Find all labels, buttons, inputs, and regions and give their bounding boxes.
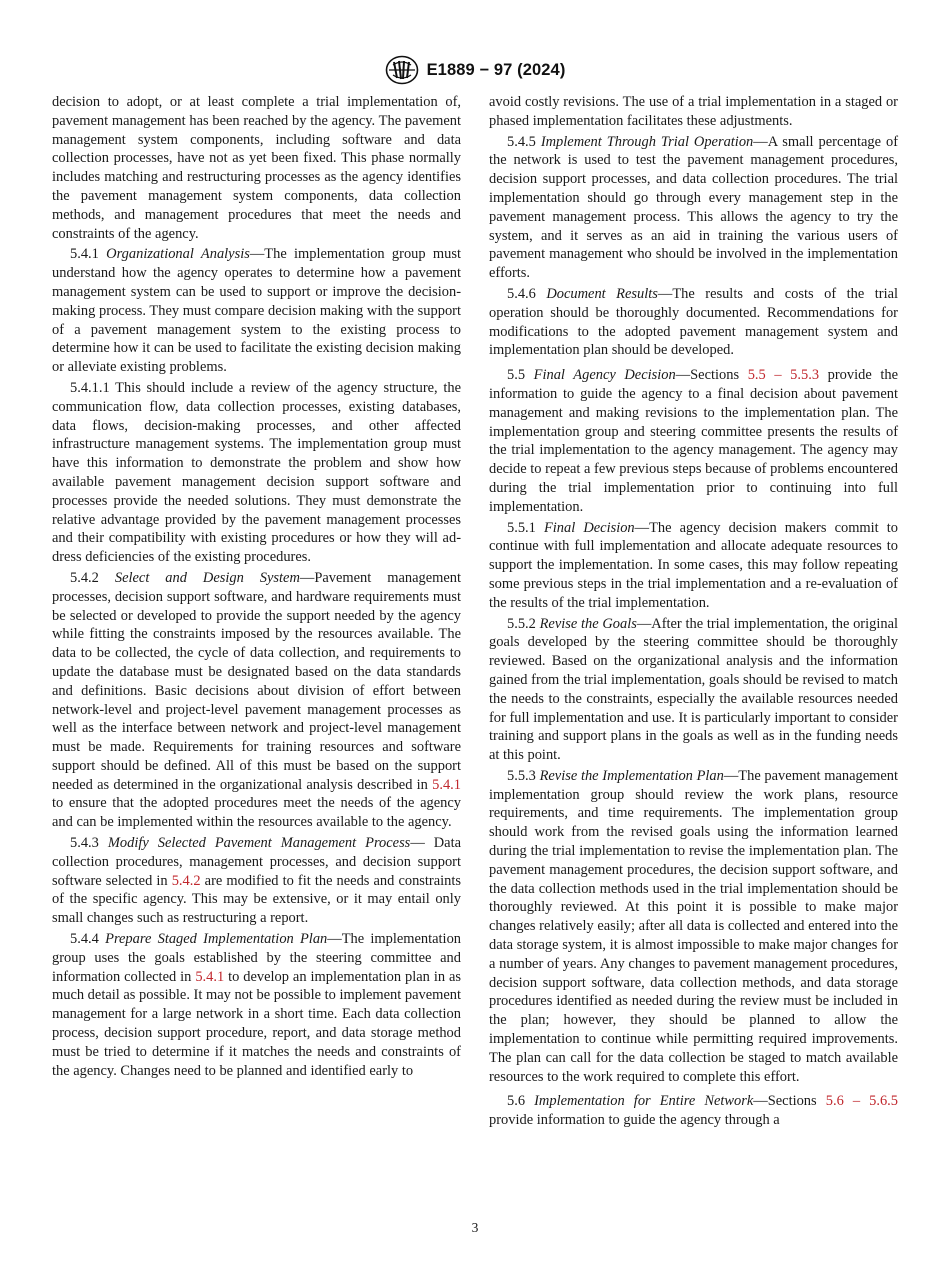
page-number: 3 — [471, 1220, 479, 1235]
cross-reference-link[interactable]: 5.4.1 — [195, 968, 225, 985]
section-5-4-2: 5.4.2 Select and Design System—Pavement management processes, decision support software, and hardware requirements must be selected or developed to provide the support needed by the agency while fitting the constraints imposed by the resources available. The data to be collected, the cycle of data collection, and requirements to update the database must be designated based on the data standards and definitions. Basic decisions about division of effort between network-level and project-level pavement management processes as well as the interface between network and project-level management must be made. Requirements for training resources and software support should be defined. All of this must be based on the support needed as determined in the organizational analysis described in 5.4.1 to ensure that the adopted procedures meet the needs of the agency and can be implemented within the resources available to the agency. — [52, 569, 461, 831]
section-title: Modify Selected Pavement Management Process — [107, 835, 411, 852]
right-column — [489, 93, 898, 1132]
cross-reference-link[interactable]: 5.4.2 — [171, 872, 201, 889]
section-title: Prepare Staged Implementation Plan — [105, 931, 328, 948]
section-5-6: 5.6 Implementation for Entire Network—Sections 5.6 – 5.6.5 provide information to guide the agency through a — [489, 1093, 899, 1129]
cross-reference-link[interactable]: 5.6 – 5.6.5 — [825, 1093, 899, 1110]
paragraph-continuation: avoid costly revisions. The use of a trial implementation in a staged or phased implementation facilitates these adjustments. — [489, 94, 898, 129]
section-title: Revise the Goals — [539, 615, 637, 632]
section-5-4-3: 5.4.3 Modify Selected Pavement Management Process— Data collection procedures, management processes, and decision support software selected in 5.4.2 are modified to fit the needs and constraints of the specific agency. This may be extensive, or it may entail only small changes such as restructuring a report. — [52, 835, 462, 927]
section-5-5-2: 5.5.2 Revise the Goals—After the trial implementation, the original goals developed by the steering committee should be thoroughly reviewed. Based on the organizational analysis and the information gained from the trial implementation, goals should be revised to match the needs to the constraints, especially the available resources needed for full implementation and use. It is particularly important to consider training and support plans in the goals as well as in the funding needs at this point. — [489, 615, 898, 764]
section-5-5: 5.5 Final Agency Decision—Sections 5.5 – 5.5.3 provide the information to guide the agency to a final decision about pavement management and making revisions to the implementation plan. The implementation group and steering committee presents the results of the trial implementation to the agency management. The agency may decide to repeat a few previous steps because of problems encountered during the trial implementation prior to continuing into full implementation. — [489, 367, 899, 515]
section-title: Revise the Implementation Plan — [539, 767, 724, 784]
cross-reference-link[interactable]: 5.5 – 5.5.3 — [747, 367, 820, 384]
section-title: Select and Design System — [114, 569, 300, 586]
section-5-4-1-1: 5.4.1.1 This should include a review of the agency structure, the communication flow, data collection processes, existing databases, data flows, decision-making processes, and other affected infrastructure management systems. The implementation group must have this information to demonstrate the problem and show how available pavement management decision support software and processes provide the needed solutions. They must demonstrate the relative advantage provided by the pavement management processes and their compatibility with existing procedures or how they will address deficiencies of the existing procedures. — [52, 379, 461, 566]
section-title: Final Decision — [543, 519, 635, 536]
document-designation: E1889 − 97 (2024) — [426, 60, 566, 79]
section-title: Implementation for Entire Network — [534, 1093, 754, 1110]
section-5-5-1: 5.5.1 Final Decision—The agency decision makers commit to continue with full implementation and allocate adequate resources to support the implementation. In some cases, this may follow repeating some previous steps in the trial implementation and a re-evaluation of the results of the trial implementation. — [489, 519, 898, 611]
left-column — [52, 93, 461, 1082]
astm-logo-icon — [385, 55, 419, 85]
section-title: Organizational Analysis — [106, 246, 250, 263]
section-5-4-4: 5.4.4 Prepare Staged Implementation Plan—The implementation group uses the goals established by the steering committee and information collected in 5.4.1 to develop an implementation plan in as much detail as possible. It may not be possible to implement pavement management for a large network in a short time. Each data collection process, decision support procedure, report, and data storage method must be tried to determine if it matches the needs and constraints of the agency. Changes need to be planned and identified early to — [52, 931, 462, 1079]
section-title: Document Results — [546, 285, 658, 302]
section-title: Implement Through Trial Operation — [540, 133, 754, 150]
page-header — [0, 54, 950, 86]
paragraph-continuation: decision to adopt, or at least complete a trial implementation of, pavement management has been reached by the agency. The pavement management system components, including software and data collection processes, have not as yet been fixed. This phase normally includes matching and restructuring processes as the agency identifies the pavement management system components, data collection methods, and management procedures that meet the needs and constraints of the agency. — [52, 94, 461, 242]
cross-reference-link[interactable]: 5.4.1 — [432, 776, 461, 793]
section-title: Final Agency Decision — [533, 367, 676, 384]
section-5-5-3: 5.5.3 Revise the Implementation Plan—The pavement management implementation group should review the work plans, resource requirements, and time requirements. The implementation group should work from the revised goals using the information learned during the trial implementation to revise the implementation plan. The pavement management procedures, the decision support software, and the data collection methods used in the trial implementation should be thoroughly reviewed. At this point it is possible to make major changes relatively easily; after all data is collected and entered into the data storage system, it is almost impossible to make major changes for a number of years. Any changes to pavement management procedures, decision support software, data collection methods, and data storage procedures identified as needed during the review must be included in the plan; however, they should be planned to allow the implementation to continue while permitting required improvements. The plan can call for the data collection be staged to match available resources to the work required to complete this effort. — [489, 767, 899, 1085]
section-5-4-1: 5.4.1 Organizational Analysis—The implementation group must understand how the agency operates to determine how a pavement management system can be used to support or improve the decision-making process. They must compare decision making with the support of a pavement management system to the existing process to determine how it can be used to facilitate the existing decision making or alleviate existing problems. — [52, 246, 461, 376]
section-5-4-5: 5.4.5 Implement Through Trial Operation—A small percentage of the network is used to test the pavement management procedures, decision support processes, and data collection procedures. The trial implementation should go through every management step in the pavement management process. This allows the agency to try the system, and it serves as an aid in training the various users of pavement management who should be involved in the implementation efforts. — [489, 133, 898, 282]
section-5-4-6: 5.4.6 Document Results—The results and costs of the trial operation should be thoroughly documented. Recommendations for modifications to the adopted pavement management system and implementation plan should be developed. — [489, 285, 898, 359]
